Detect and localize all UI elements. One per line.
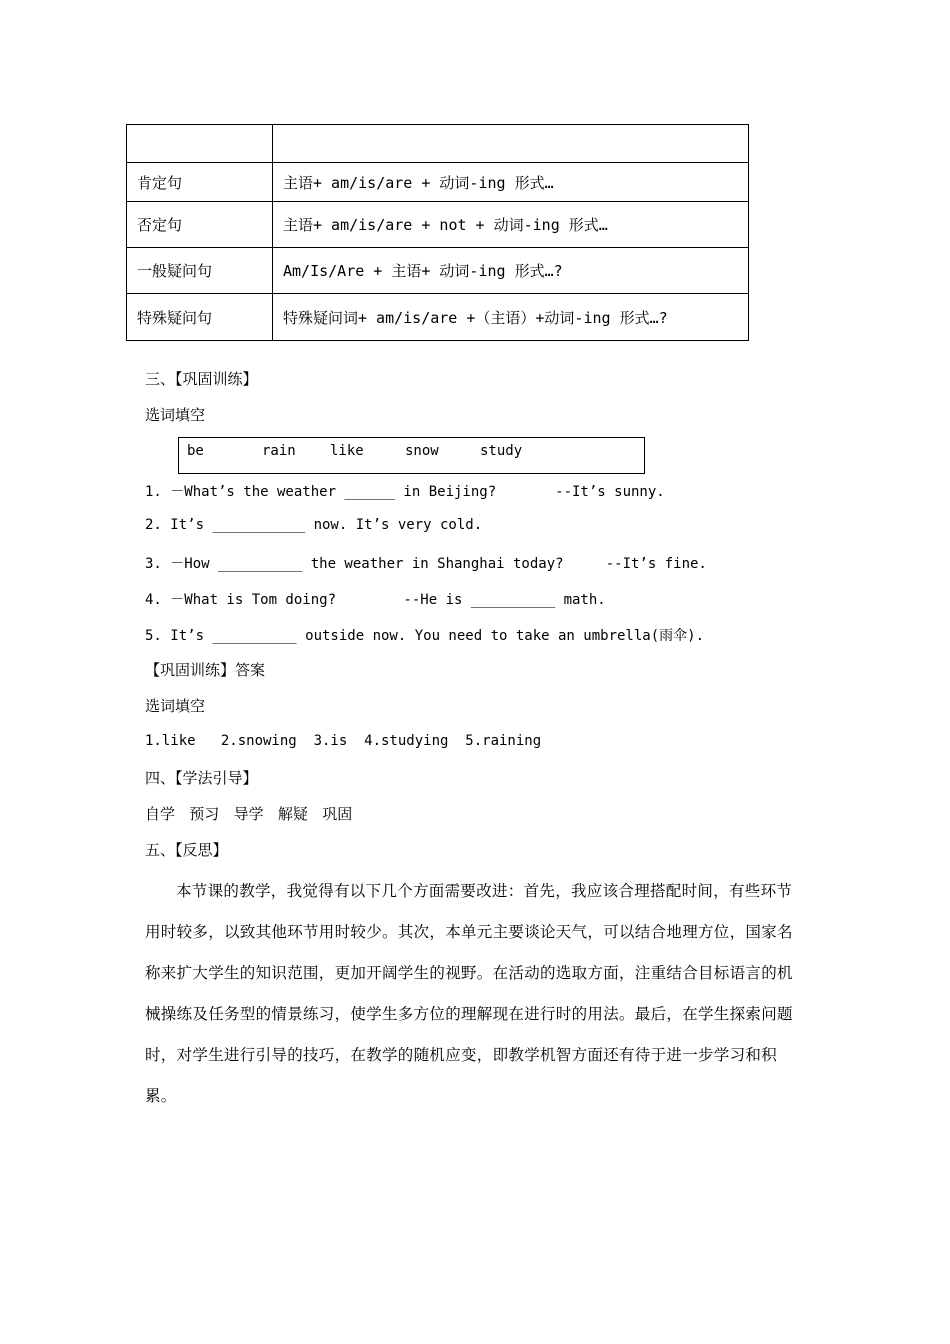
question-5: 5. It’s __________ outside now. You need to take an umbrella(雨伞). <box>145 628 705 644</box>
section3-subheading: 选词填空 <box>145 406 206 424</box>
structure-cell: 主语+ am/is/are + not + 动词-ing 形式… <box>273 202 749 248</box>
answer-heading: 【巩固训练】答案 <box>145 661 266 679</box>
question-2: 2. It’s ___________ now. It’s very cold. <box>145 517 483 533</box>
table-row <box>127 202 749 248</box>
section4-content: 自学 预习 导学 解疑 巩固 <box>145 805 353 823</box>
question-3: 3. －How __________ the weather in Shanghai today? --It’s fine. <box>145 556 707 572</box>
sentence-type-cell: 否定句 <box>127 202 273 248</box>
section4-heading: 四、【学法引导】 <box>145 769 258 787</box>
answer-list: 1.like 2.snowing 3.is 4.studying 5.raining <box>145 733 542 749</box>
table-cell <box>273 125 749 163</box>
table-row <box>127 248 749 294</box>
answer-subheading: 选词填空 <box>145 697 206 715</box>
word-bank-item: study <box>480 443 523 459</box>
question-1: 1. －What’s the weather ______ in Beijing? --It’s sunny. <box>145 484 665 500</box>
word-bank-item: rain <box>262 443 296 459</box>
structure-cell: 主语+ am/is/are + 动词-ing 形式… <box>273 163 749 202</box>
table-row <box>127 163 749 202</box>
sentence-type-cell: 一般疑问句 <box>127 248 273 294</box>
word-bank-box <box>178 437 645 474</box>
word-bank-item: snow <box>405 443 439 459</box>
structure-cell: Am/Is/Are + 主语+ 动词-ing 形式…? <box>273 248 749 294</box>
structure-cell: 特殊疑问词+ am/is/are +（主语）+动词-ing 形式…? <box>273 294 749 341</box>
sentence-type-cell: 特殊疑问句 <box>127 294 273 341</box>
section5-heading: 五、【反思】 <box>145 841 228 859</box>
table-cell <box>127 125 273 163</box>
section3-heading: 三、【巩固训练】 <box>145 370 258 388</box>
word-bank-item: like <box>330 443 364 459</box>
grammar-table <box>126 124 749 341</box>
table-header-row <box>127 125 749 163</box>
table-row <box>127 294 749 341</box>
reflection-paragraph: 本节课的教学，我觉得有以下几个方面需要改进：首先，我应该合理搭配时间，有些环节用时较多，以致其他环节用时较少。其次，本单元主要谈论天气，可以结合地理方位，国家名称来扩大学生的知识范围，更加开阔学生的视野。在活动的选取方面，注重结合目标语言的机械操练及任务型的情景练习，使学生多方位的理解现在进行时的用法。最后，在学生探索问题时，对学生进行引导的技巧，在教学的随机应变，即教学机智方面还有待于进一步学习和积累。 <box>145 882 793 1105</box>
sentence-type-cell: 肯定句 <box>127 163 273 202</box>
word-bank-item: be <box>187 443 204 459</box>
question-4: 4. －What is Tom doing? --He is __________ math. <box>145 592 606 608</box>
